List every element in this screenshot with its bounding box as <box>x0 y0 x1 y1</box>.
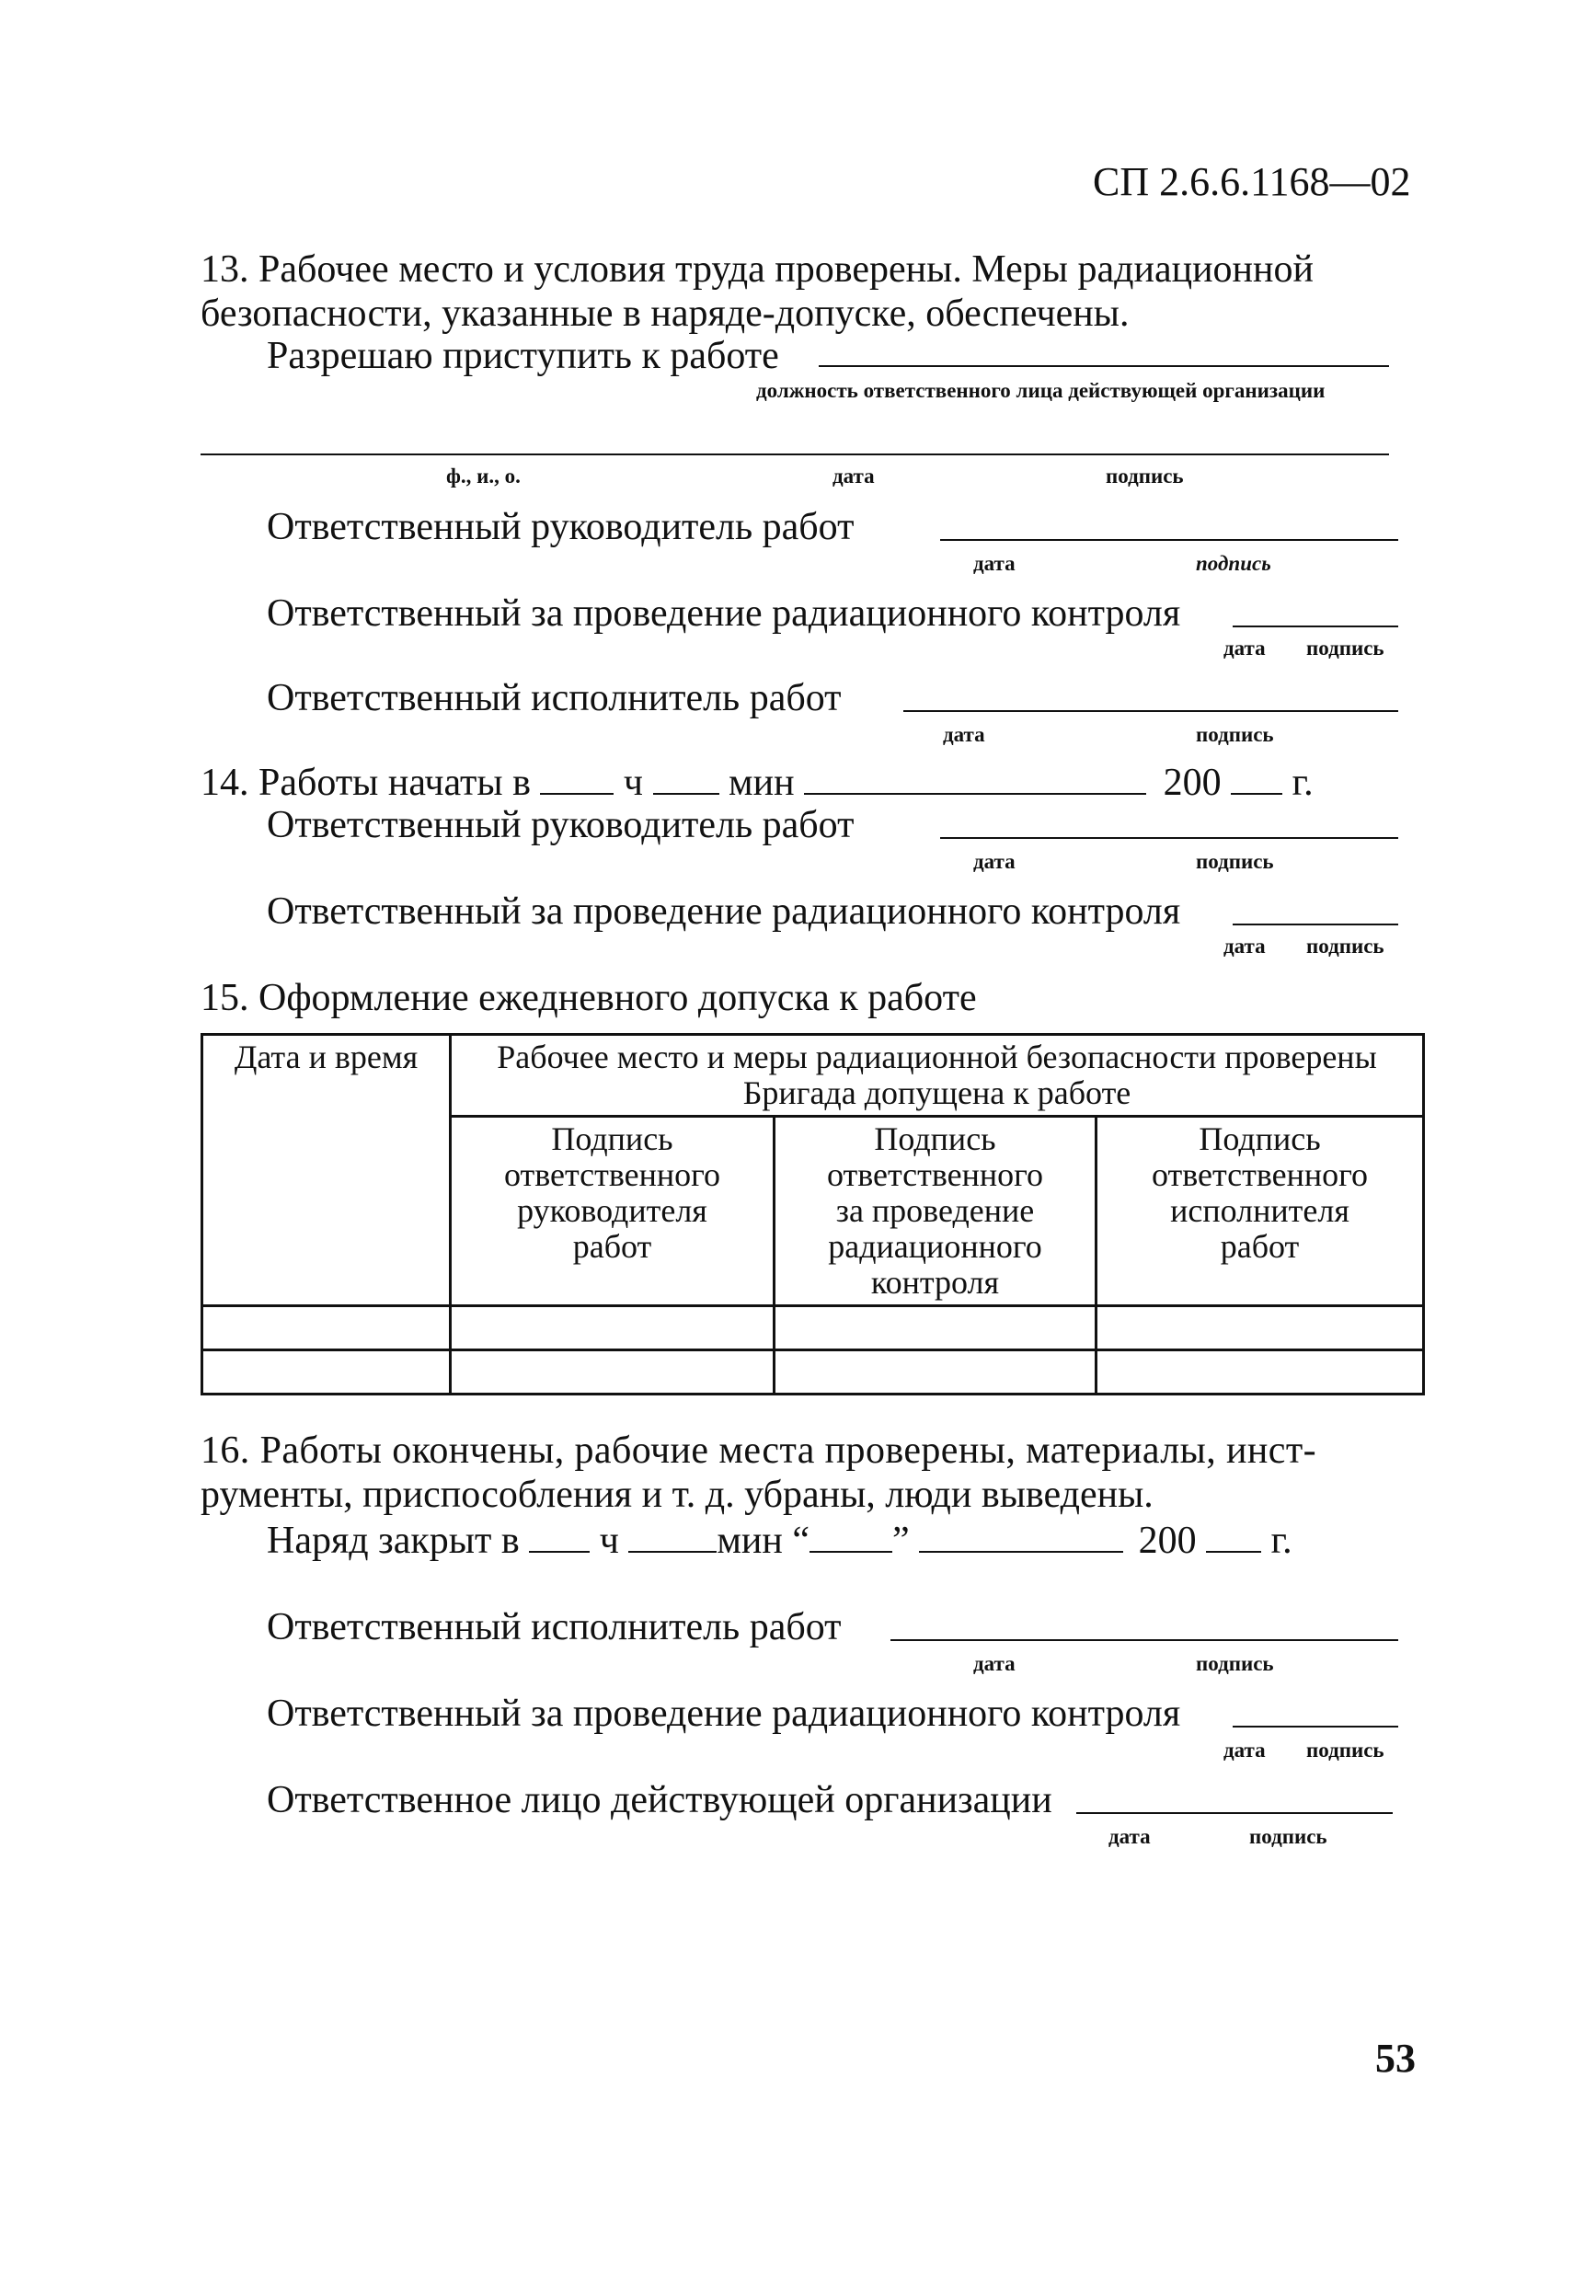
responsible-executor-label: Ответственный исполнитель работ <box>267 677 842 719</box>
fio-date-signature-line[interactable] <box>201 453 1389 455</box>
position-field-line[interactable] <box>819 365 1389 367</box>
section-13-text-line2: безопасности, указанные в наряде-допуске, обеспечены. <box>201 293 1130 335</box>
date-caption: дата <box>1108 1825 1151 1848</box>
section-15-title: 15. Оформление ежедневного допуска к работе <box>201 977 977 1019</box>
table-cell[interactable] <box>775 1306 1097 1350</box>
start-year-field[interactable] <box>1231 760 1282 795</box>
table-cell[interactable] <box>202 1306 451 1350</box>
signature-caption: подпись <box>1196 1652 1274 1675</box>
start-hour-field[interactable] <box>540 760 614 795</box>
signature-caption: подпись <box>1196 723 1274 746</box>
date-caption: дата <box>973 1652 1016 1675</box>
table-cell[interactable] <box>775 1350 1097 1395</box>
radiation-control-label: Ответственный за проведение радиационного контроля <box>267 1693 1181 1735</box>
table-cell[interactable] <box>1097 1306 1424 1350</box>
signature-caption: подпись <box>1249 1825 1327 1848</box>
table-cell[interactable] <box>1097 1350 1424 1395</box>
section-16-text-line1: 16. Работы окончены, рабочие места проверены, материалы, инст- <box>201 1429 1316 1472</box>
organization-official-field-line[interactable] <box>1076 1812 1393 1814</box>
date-caption: дата <box>973 850 1016 873</box>
header-checked: Рабочее место и меры радиационной безопасности проверены Бригада допущена к работе <box>451 1035 1424 1117</box>
start-date-field[interactable] <box>804 760 1146 795</box>
section-16-text-line2: рументы, приспособления и т. д. убраны, люди выведены. <box>201 1474 1154 1516</box>
permit-closed-label: Наряд закрыт в ч мин “ ” 200 г. <box>267 1520 1292 1562</box>
date-caption: дата <box>832 465 875 488</box>
table-cell[interactable] <box>202 1350 451 1395</box>
start-minute-field[interactable] <box>653 760 719 795</box>
close-minute-field[interactable] <box>628 1518 717 1553</box>
radiation-control-field-line[interactable] <box>1233 924 1398 925</box>
section-13-text-line1: 13. Рабочее место и условия труда проверены. Меры радиационной <box>201 248 1314 291</box>
date-caption: дата <box>1223 935 1266 958</box>
responsible-manager-field-line[interactable] <box>940 837 1398 839</box>
responsible-executor-field-line[interactable] <box>890 1639 1398 1641</box>
responsible-executor-field-line[interactable] <box>903 710 1398 712</box>
close-month-field[interactable] <box>919 1518 1123 1553</box>
close-day-field[interactable] <box>809 1518 892 1553</box>
table-cell[interactable] <box>451 1350 775 1395</box>
date-caption: дата <box>1223 637 1266 660</box>
header-date-time: Дата и время <box>202 1035 451 1306</box>
table-row <box>202 1350 1424 1395</box>
subheader-executor-signature: Подпись ответственного исполнителя работ <box>1097 1117 1424 1306</box>
subheader-manager-signature: Подпись ответственного руководителя работ <box>451 1117 775 1306</box>
close-hour-field[interactable] <box>529 1518 590 1553</box>
signature-caption: подпись <box>1306 935 1384 958</box>
table-row <box>202 1306 1424 1350</box>
signature-caption: подпись <box>1196 552 1271 575</box>
radiation-control-field-line[interactable] <box>1233 1726 1398 1728</box>
subheader-radiation-signature: Подпись ответственного за проведение радиационного контроля <box>775 1117 1097 1306</box>
daily-permit-table <box>201 1033 1425 1395</box>
organization-official-label: Ответственное лицо действующей организации <box>267 1779 1052 1821</box>
responsible-manager-label: Ответственный руководитель работ <box>267 506 855 548</box>
position-caption: должность ответственного лица действующей организации <box>756 379 1326 402</box>
table-cell[interactable] <box>451 1306 775 1350</box>
close-year-field[interactable] <box>1206 1518 1261 1553</box>
page-number: 53 <box>1375 2036 1416 2081</box>
date-caption: дата <box>943 723 985 746</box>
signature-caption: подпись <box>1306 637 1384 660</box>
signature-caption: подпись <box>1106 465 1184 488</box>
date-caption: дата <box>1223 1739 1266 1762</box>
responsible-manager-field-line[interactable] <box>940 539 1398 541</box>
radiation-control-label: Ответственный за проведение радиационного контроля <box>267 890 1181 933</box>
document-code: СП 2.6.6.1168—02 <box>1093 159 1411 204</box>
fio-caption: ф., и., о. <box>446 465 521 488</box>
work-started-label: 14. Работы начаты в ч мин 200 г. <box>201 762 1314 804</box>
responsible-manager-label: Ответственный руководитель работ <box>267 804 855 846</box>
radiation-control-field-line[interactable] <box>1233 626 1398 627</box>
responsible-executor-label: Ответственный исполнитель работ <box>267 1606 842 1648</box>
allow-work-label: Разрешаю приступить к работе <box>267 335 779 377</box>
signature-caption: подпись <box>1306 1739 1384 1762</box>
date-caption: дата <box>973 552 1016 575</box>
radiation-control-label: Ответственный за проведение радиационного контроля <box>267 592 1181 635</box>
signature-caption: подпись <box>1196 850 1274 873</box>
